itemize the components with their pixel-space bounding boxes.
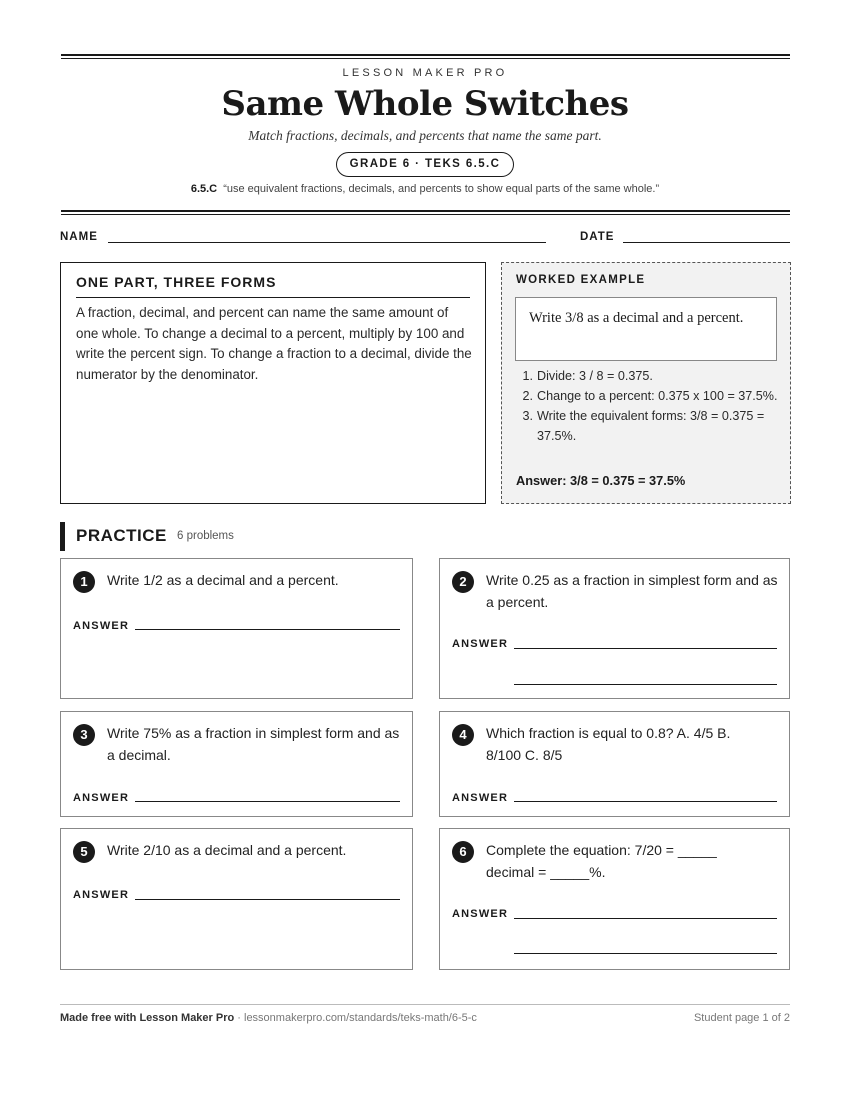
problem-card-5 — [60, 828, 413, 970]
problem-number-badge: 3 — [73, 724, 95, 746]
answer-line[interactable] — [135, 629, 400, 630]
answer-label: ANSWER — [452, 908, 509, 920]
concept-box — [60, 262, 486, 504]
problem-question: Write 75% as a fraction in simplest form and as a decimal. — [107, 725, 400, 763]
footer-page-number: Student page 1 of 2 — [693, 1012, 790, 1024]
step-item — [516, 366, 778, 386]
standard-statement — [0, 183, 850, 195]
step-text: Write the equivalent forms: 3/8 = 0.375 = 37.5%. — [537, 409, 765, 443]
problem-number-badge: 6 — [452, 841, 474, 863]
standard-code: 6.5.C — [190, 183, 218, 195]
answer-label: ANSWER — [452, 638, 509, 650]
problem-card-2 — [439, 558, 790, 699]
concept-body: A fraction, decimal, and percent can name the same amount of one whole. To change a decimal to a percent, multiply by 100 and write the percent sign. To change a fraction to a decimal, divide the numerator by the denominator. — [76, 305, 472, 382]
practice-accent-bar — [60, 522, 65, 551]
problem-card-3 — [60, 711, 413, 817]
worked-example-steps — [516, 366, 778, 446]
problem-question: Write 0.25 as a fraction in simplest form and as a percent. — [486, 572, 778, 610]
brand-name: LESSON MAKER PRO — [342, 67, 508, 79]
date-label: DATE — [580, 231, 615, 243]
worked-example-problem: Write 3/8 as a decimal and a percent. — [515, 297, 777, 361]
answer-label: ANSWER — [73, 889, 130, 901]
footer-url[interactable]: · lessonmakerpro.com/standards/teks-math/6-5-c — [237, 1012, 477, 1024]
grade-badge: GRADE 6 · TEKS 6.5.C — [336, 152, 514, 177]
page-subtitle: Match fractions, decimals, and percents that name the same part. — [248, 128, 602, 143]
name-field[interactable] — [108, 242, 546, 243]
problem-number-badge: 5 — [73, 841, 95, 863]
page-title: Same Whole Switches — [221, 84, 629, 124]
answer-line[interactable] — [135, 899, 400, 900]
problem-question: Which fraction is equal to 0.8? A. 4/5 B. 8/100 C. 8/5 — [486, 725, 731, 763]
problem-card-1 — [60, 558, 413, 699]
practice-count: 6 problems — [177, 530, 234, 542]
footer-made-with: Made free with Lesson Maker Pro — [60, 1012, 235, 1024]
step-item — [516, 406, 778, 446]
answer-label: ANSWER — [452, 792, 509, 804]
top-double-rule — [61, 54, 790, 59]
answer-label: ANSWER — [73, 792, 130, 804]
date-field[interactable] — [623, 242, 790, 243]
worked-example-heading: WORKED EXAMPLE — [516, 274, 646, 286]
step-number: 3. — [522, 409, 533, 423]
name-label: NAME — [60, 231, 98, 243]
worked-example-box — [501, 262, 791, 504]
answer-line[interactable] — [514, 648, 777, 649]
footer-divider — [60, 1004, 790, 1005]
answer-line[interactable] — [514, 918, 777, 919]
problem-number-badge: 2 — [452, 571, 474, 593]
worked-example-answer: Answer: 3/8 = 0.375 = 37.5% — [516, 473, 686, 488]
answer-line[interactable] — [135, 801, 400, 802]
step-text: Change to a percent: 0.375 x 100 = 37.5%. — [537, 389, 778, 403]
problem-number-badge: 1 — [73, 571, 95, 593]
practice-title: PRACTICE — [76, 526, 167, 545]
step-item — [516, 386, 778, 406]
problem-card-4 — [439, 711, 790, 817]
answer-line[interactable] — [514, 801, 777, 802]
problem-question: Write 2/10 as a decimal and a percent. — [107, 842, 347, 858]
problem-card-6 — [439, 828, 790, 970]
footer-credit — [60, 1012, 477, 1024]
problem-question: Write 1/2 as a decimal and a percent. — [107, 572, 339, 588]
answer-line-extra[interactable] — [514, 953, 777, 954]
standard-text: “use equivalent fractions, decimals, and percents to show equal parts of the same whole.” — [223, 183, 660, 195]
header-bottom-double-rule — [61, 210, 790, 215]
step-text: Divide: 3 / 8 = 0.375. — [537, 369, 653, 383]
step-number: 2. — [522, 389, 533, 403]
problem-question: Complete the equation: 7/20 = _____ decimal = _____%. — [486, 842, 717, 880]
problem-number-badge: 4 — [452, 724, 474, 746]
step-number: 1. — [522, 369, 533, 383]
answer-line-extra[interactable] — [514, 684, 777, 685]
answer-label: ANSWER — [73, 620, 130, 632]
concept-heading: ONE PART, THREE FORMS — [76, 274, 470, 298]
